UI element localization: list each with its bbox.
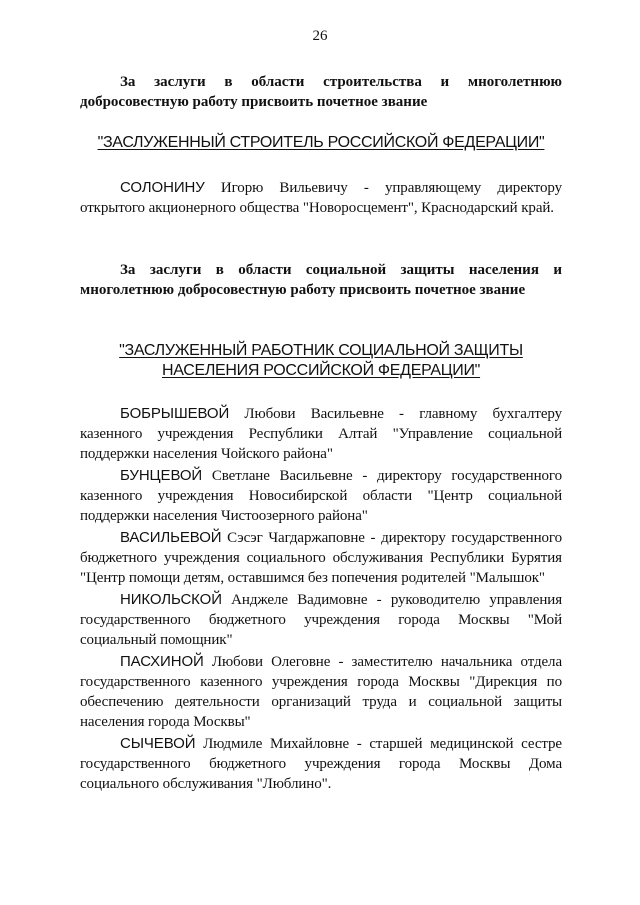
section-intro: За заслуги в области строительства и многолетнюю добросовестную работу присвоить почетное звание xyxy=(80,74,562,110)
awardee-details: Игорю Вильевичу - управляющему директору открытого акционерного общества "Новоросцемент", Краснодарский край. xyxy=(80,180,562,216)
award-title-block xyxy=(80,133,562,153)
awardee-item xyxy=(80,734,562,794)
section-intro: За заслуги в области социальной защиты населения и многолетнюю добросовестную работу присвоить почетное звание xyxy=(80,262,562,298)
awardee-surname: БОБРЫШЕВОЙ xyxy=(120,405,230,422)
honorary-title: "ЗАСЛУЖЕННЫЙ РАБОТНИК СОЦИАЛЬНОЙ ЗАЩИТЫ НАСЕЛЕНИЯ РОССИЙСКОЙ ФЕДЕРАЦИИ" xyxy=(119,342,523,379)
page-number: 26 xyxy=(312,28,328,44)
awardee-item xyxy=(80,590,562,650)
awardee-list xyxy=(80,178,562,220)
awardee-details: Анджеле Вадимовне - руководителю управления государственного бюджетного учреждения города Москвы "Мой социальный помощник" xyxy=(80,592,562,648)
awardee-item xyxy=(80,528,562,588)
awardee-list xyxy=(80,404,562,796)
awardee-details: Любови Олеговне - заместителю начальника отдела государственного казенного учреждения города Москвы "Дирекция по обеспечению деятельности организаций труда и социальной защиты населения города Москвы" xyxy=(80,654,562,730)
award-section-social xyxy=(80,260,562,300)
awardee-details: Сэсэг Чагдаржаповне - директору государственного бюджетного учреждения социального обслуживания Республики Бурятия "Центр помощи детям, оставшимся без попечения родителей "Малышок" xyxy=(80,530,562,586)
awardee-surname: СЫЧЕВОЙ xyxy=(120,735,196,752)
awardee-details: Любови Васильевне - главному бухгалтеру казенного учреждения Республики Алтай "Управление социальной поддержки населения Чойского района" xyxy=(80,406,562,462)
awardee-item xyxy=(80,404,562,464)
awardee-surname: СОЛОНИНУ xyxy=(120,179,205,196)
awardee-item xyxy=(80,178,562,218)
awardee-item xyxy=(80,466,562,526)
awardee-surname: НИКОЛЬСКОЙ xyxy=(120,591,222,608)
awardee-surname: ВАСИЛЬЕВОЙ xyxy=(120,529,222,546)
awardee-surname: БУНЦЕВОЙ xyxy=(120,467,203,484)
award-section-construction xyxy=(80,72,562,112)
honorary-title: "ЗАСЛУЖЕННЫЙ СТРОИТЕЛЬ РОССИЙСКОЙ ФЕДЕРАЦИИ" xyxy=(97,134,545,151)
awardee-item xyxy=(80,652,562,732)
awardee-details: Светлане Васильевне - директору государственного казенного учреждения Новосибирской области "Центр социальной поддержки населения Чистоозерного района" xyxy=(80,468,562,524)
awardee-details: Людмиле Михайловне - старшей медицинской сестре государственного бюджетного учреждения города Москвы Дома социального обслуживания "Люблино". xyxy=(80,736,562,792)
awardee-surname: ПАСХИНОЙ xyxy=(120,653,204,670)
award-title-block xyxy=(80,341,562,381)
